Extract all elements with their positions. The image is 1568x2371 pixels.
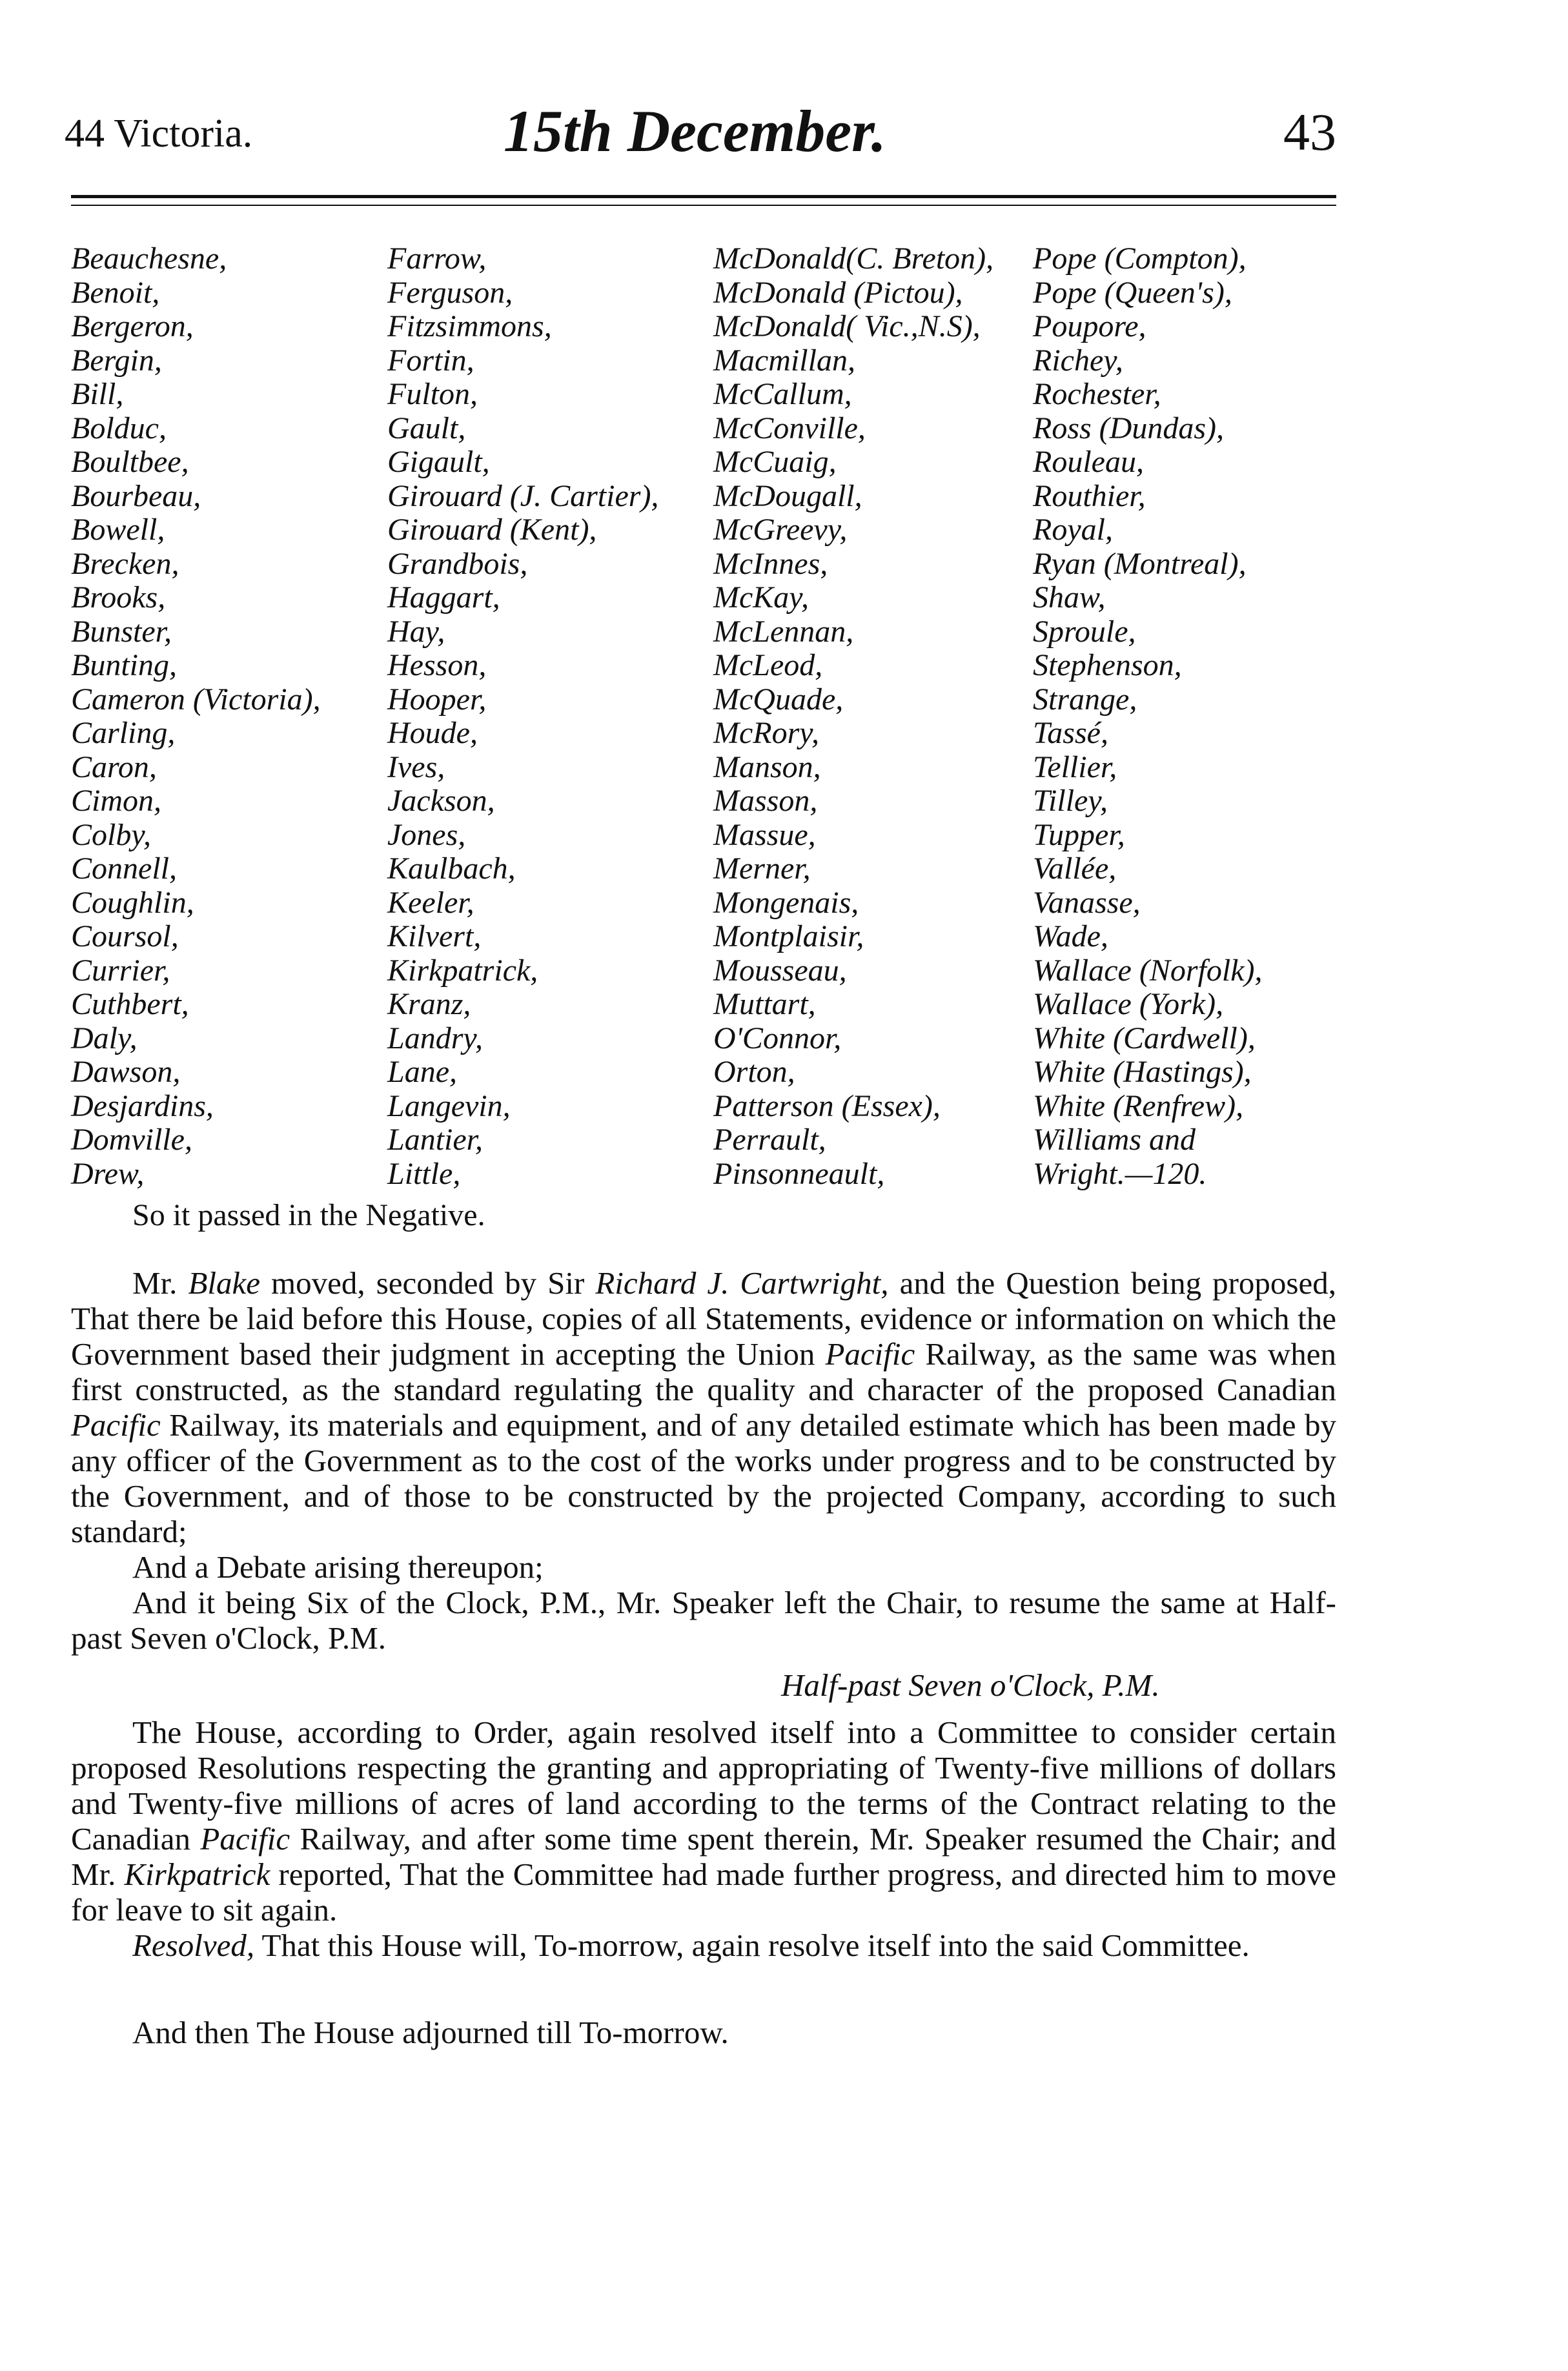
member-name: Richey, — [1033, 343, 1123, 378]
member-name: McRory, — [713, 716, 819, 750]
italic-term: Pacific — [825, 1336, 915, 1372]
member-name: McInnes, — [713, 546, 828, 581]
text-run: Railway, and after some time spent therein, Mr. Speaker resumed the Chair; and Mr. — [71, 1821, 1336, 1892]
text-run: Mr. — [132, 1265, 188, 1301]
text-run: Railway, its materials and equipment, and of any detailed estimate which has been made by any officer of the Government as to the cost of the works under progress and to be constructed by the Government, and of those to be constructed by the projected Company, according to such standard; — [71, 1407, 1336, 1549]
motion-paragraph — [71, 1265, 1336, 1549]
member-name: McLennan, — [713, 614, 854, 649]
member-name: McCallum, — [713, 377, 852, 411]
header-rule-thick — [71, 195, 1336, 198]
italic-term: Pacific — [200, 1821, 290, 1857]
member-name: Rochester, — [1033, 377, 1161, 411]
text-run: reported, That the Committee had made further progress, and directed him to move for leave to sit again. — [71, 1857, 1336, 1928]
member-name: Pope (Queen's), — [1033, 275, 1232, 310]
names-column-1 — [71, 242, 321, 1191]
member-name: Kilvert, — [387, 919, 482, 953]
member-name: Orton, — [713, 1055, 795, 1089]
member-name: Fortin, — [387, 343, 474, 378]
member-name: Carling, — [71, 716, 176, 750]
member-name: Desjardins, — [71, 1088, 214, 1123]
page-header — [65, 97, 1336, 168]
member-name: Richard J. Cartwright, — [595, 1265, 889, 1301]
member-name: Pope (Compton), — [1033, 241, 1247, 276]
member-name: O'Connor, — [713, 1021, 842, 1055]
member-name: Gault, — [387, 411, 466, 445]
text-run: That this House will, To-morrow, again resolve itself into the said Committee. — [254, 1928, 1250, 1963]
member-name: Muttart, — [713, 987, 816, 1021]
member-name: Kirkpatrick — [124, 1857, 270, 1892]
member-name: Shaw, — [1033, 580, 1106, 615]
member-name: Girouard (J. Cartier), — [387, 478, 659, 513]
member-name: Poupore, — [1033, 309, 1146, 343]
member-name: Tassé, — [1033, 716, 1108, 750]
member-name: White (Hastings), — [1033, 1055, 1252, 1089]
member-name: Cameron (Victoria), — [71, 682, 321, 717]
text-run: and the Question being proposed, That there be laid before this House, copies of all Statements, evidence or information on which the Government based their judgment in accepting the Union — [71, 1265, 1337, 1372]
member-name: White (Renfrew), — [1033, 1088, 1244, 1123]
member-name: Hooper, — [387, 682, 487, 717]
member-name: McConville, — [713, 411, 866, 445]
member-name: Manson, — [713, 749, 821, 784]
member-name: Bergeron, — [71, 309, 194, 343]
text-run: Railway, as the same was when first constructed, as the standard regulating the quality and character of the proposed Canadian — [71, 1336, 1337, 1407]
member-name: Bill, — [71, 377, 124, 411]
member-name: Keeler, — [387, 885, 474, 920]
division-list — [71, 242, 1336, 1230]
names-column-3 — [713, 242, 993, 1191]
member-name: McLeod, — [713, 648, 823, 682]
member-name: McDougall, — [713, 478, 862, 513]
member-name: Rouleau, — [1033, 445, 1144, 479]
header-rule-thin — [71, 205, 1336, 206]
time-heading: Half-past Seven o'Clock, P.M. — [781, 1667, 1160, 1703]
member-name: Routhier, — [1033, 478, 1146, 513]
member-name: Wallace (York), — [1033, 987, 1224, 1021]
member-name: Connell, — [71, 851, 177, 886]
italic-term: Pacific — [71, 1407, 161, 1443]
member-name: Drew, — [71, 1156, 145, 1191]
member-name: Tupper, — [1033, 817, 1125, 852]
member-name: Caron, — [71, 749, 157, 784]
member-name: Lane, — [387, 1055, 457, 1089]
member-name: Daly, — [71, 1021, 137, 1055]
member-name: Coursol, — [71, 919, 179, 953]
member-name: Currier, — [71, 953, 170, 988]
member-name: Farrow, — [387, 241, 487, 276]
member-name: Ferguson, — [387, 275, 513, 310]
member-name: Vanasse, — [1033, 885, 1141, 920]
member-name: Dawson, — [71, 1055, 181, 1089]
member-name: Landry, — [387, 1021, 484, 1055]
member-name: McDonald (Pictou), — [713, 275, 963, 310]
member-name: Haggart, — [387, 580, 500, 615]
member-name: Williams and — [1033, 1123, 1196, 1157]
member-name: Houde, — [387, 716, 478, 750]
member-name: Pinsonneault, — [713, 1156, 885, 1191]
member-name: Coughlin, — [71, 885, 194, 920]
member-name: McQuade, — [713, 682, 844, 717]
member-name: Cuthbert, — [71, 987, 189, 1021]
member-name: Perrault, — [713, 1123, 826, 1157]
member-name: Boultbee, — [71, 445, 189, 479]
member-name: Bolduc, — [71, 411, 167, 445]
member-name: Merner, — [713, 851, 811, 886]
member-name: Wright.—120. — [1033, 1156, 1207, 1191]
member-name: Fitzsimmons, — [387, 309, 552, 343]
member-name: Bunster, — [71, 614, 172, 649]
member-name: McGreevy, — [713, 513, 848, 547]
member-name: Jones, — [387, 817, 466, 852]
member-name: Tilley, — [1033, 784, 1108, 818]
member-name: McDonald(C. Breton), — [713, 241, 994, 276]
member-name: Wade, — [1033, 919, 1108, 953]
debate-line: And a Debate arising thereupon; — [132, 1549, 544, 1585]
member-name: Strange, — [1033, 682, 1137, 717]
member-name: Brecken, — [71, 546, 179, 581]
member-name: Bowell, — [71, 513, 165, 547]
member-name: Gigault, — [387, 445, 490, 479]
member-name: Patterson (Essex), — [713, 1088, 941, 1123]
text-run: The House, according to Order, again resolved itself into a Committee to consider certain proposed Resolutions respecting the granting and appropriating of Twenty-five millions of dollars and Twenty-five millions of acres of land according to the terms of the Contract relating to the Canadian — [71, 1715, 1336, 1857]
member-name: Colby, — [71, 817, 152, 852]
member-name: White (Cardwell), — [1033, 1021, 1256, 1055]
member-name: Mousseau, — [713, 953, 847, 988]
member-name: Grandbois, — [387, 546, 528, 581]
names-column-2 — [387, 242, 658, 1191]
member-name: Girouard (Kent), — [387, 513, 597, 547]
running-head-date: 15th December. — [504, 98, 886, 164]
member-name: Jackson, — [387, 784, 495, 818]
member-name: Ives, — [387, 749, 445, 784]
member-name: Wallace (Norfolk), — [1033, 953, 1263, 988]
committee-paragraph — [71, 1715, 1336, 1928]
proceedings-text — [71, 1265, 1336, 2050]
member-name: Masson, — [713, 784, 818, 818]
resolution-paragraph — [71, 1928, 1336, 1963]
page-number: 43 — [1283, 103, 1336, 161]
division-result: So it passed in the Negative. — [132, 1198, 485, 1232]
member-name: Domville, — [71, 1123, 192, 1157]
member-name: Sproule, — [1033, 614, 1136, 649]
member-name: Kirkpatrick, — [387, 953, 538, 988]
member-name: Macmillan, — [713, 343, 855, 378]
member-name: McCuaig, — [713, 445, 837, 479]
member-name: Langevin, — [387, 1088, 511, 1123]
member-name: Stephenson, — [1033, 648, 1182, 682]
member-name: Bourbeau, — [71, 478, 201, 513]
member-name: Blake — [188, 1265, 261, 1301]
text-run: moved, seconded by Sir — [260, 1265, 596, 1301]
spacer — [71, 1963, 1336, 2015]
italic-term: Resolved, — [132, 1928, 255, 1963]
member-name: Kaulbach, — [387, 851, 516, 886]
member-name: Cimon, — [71, 784, 162, 818]
adjournment-paragraph: And it being Six of the Clock, P.M., Mr. Speaker left the Chair, to resume the same at Half-past Seven o'Clock, P.M. — [71, 1585, 1336, 1656]
member-name: Royal, — [1033, 513, 1113, 547]
member-name: Bunting, — [71, 648, 177, 682]
member-name: Lantier, — [387, 1123, 484, 1157]
member-name: Kranz, — [387, 987, 471, 1021]
member-name: McDonald( Vic.,N.S), — [713, 309, 981, 343]
member-name: Hay, — [387, 614, 445, 649]
member-name: Bergin, — [71, 343, 162, 378]
member-name: Ryan (Montreal), — [1033, 546, 1247, 581]
member-name: Vallée, — [1033, 851, 1117, 886]
closing-line: And then The House adjourned till To-morrow. — [132, 2015, 729, 2050]
member-name: McKay, — [713, 580, 809, 615]
member-name: Tellier, — [1033, 749, 1117, 784]
member-name: Brooks, — [71, 580, 166, 615]
names-column-4 — [1033, 242, 1263, 1191]
member-name: Fulton, — [387, 377, 478, 411]
member-name: Massue, — [713, 817, 816, 852]
running-head-left: 44 Victoria. — [65, 112, 253, 156]
member-name: Mongenais, — [713, 885, 859, 920]
member-name: Hesson, — [387, 648, 487, 682]
member-name: Benoit, — [71, 275, 160, 310]
member-name: Montplaisir, — [713, 919, 864, 953]
member-name: Beauchesne, — [71, 241, 227, 276]
member-name: Ross (Dundas), — [1033, 411, 1224, 445]
member-name: Little, — [387, 1156, 461, 1191]
